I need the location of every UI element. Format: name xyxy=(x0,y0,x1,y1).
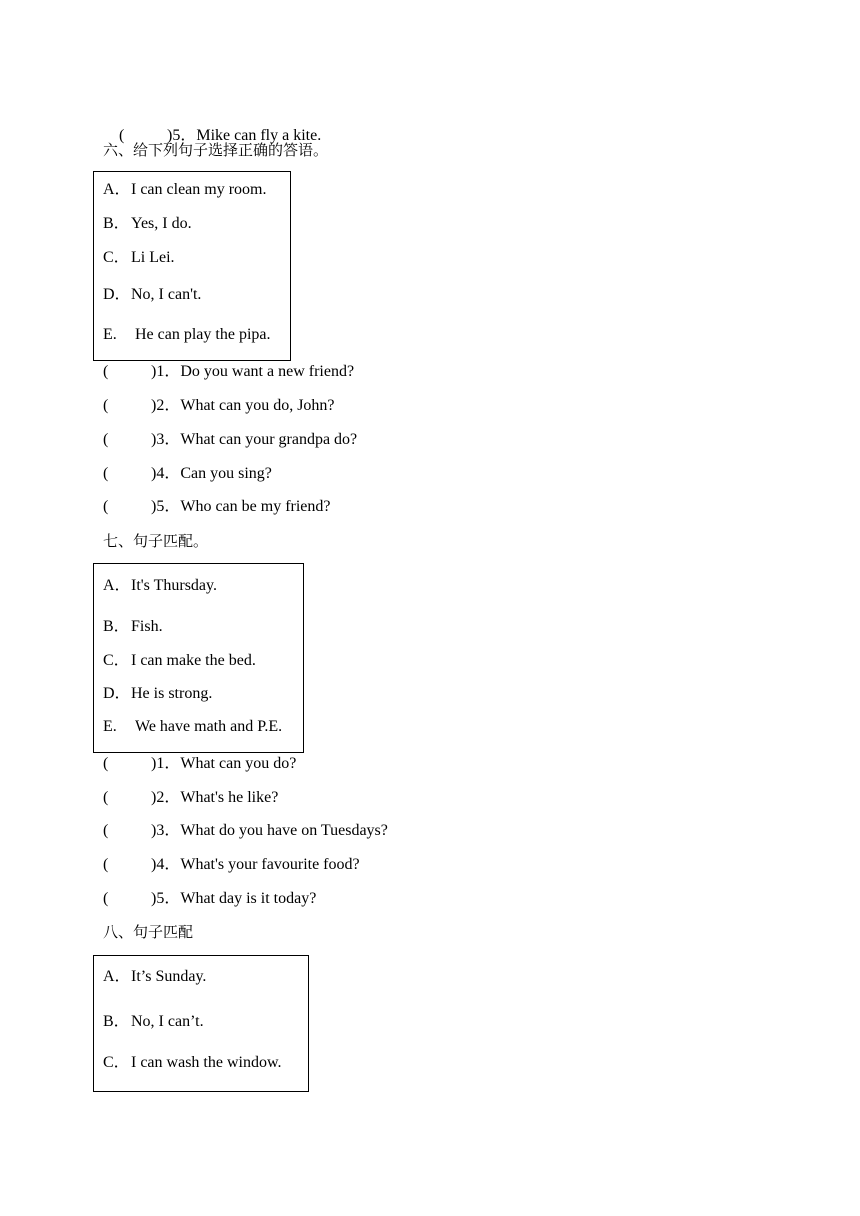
option-letter: B． xyxy=(103,215,130,232)
option-item xyxy=(103,248,175,268)
option-letter: C． xyxy=(103,249,130,266)
option-item xyxy=(103,1053,281,1073)
options-box xyxy=(93,171,291,361)
question-number: 1． xyxy=(156,755,181,772)
question-text: Mike can fly a kite. xyxy=(196,127,322,144)
question-text: What can you do? xyxy=(180,755,297,772)
option-text: I can wash the window. xyxy=(131,1054,282,1071)
answer-blank-close: ) xyxy=(151,431,157,448)
option-item xyxy=(103,214,192,234)
question-row xyxy=(103,464,272,484)
option-letter: A． xyxy=(103,968,131,985)
question-text: What day is it today? xyxy=(180,890,317,907)
answer-blank-close: ) xyxy=(151,498,157,515)
answer-blank-open: ( xyxy=(103,465,109,482)
option-item xyxy=(103,180,267,200)
option-letter: D． xyxy=(103,685,131,702)
question-number: 2． xyxy=(156,397,181,414)
option-text: I can clean my room. xyxy=(131,181,267,198)
options-box xyxy=(93,955,309,1092)
question-text: Do you want a new friend? xyxy=(180,363,355,380)
option-item xyxy=(103,651,256,671)
question-row xyxy=(103,396,335,416)
question-text: What's he like? xyxy=(180,789,279,806)
answer-blank-open: ( xyxy=(103,755,109,772)
question-number: 5． xyxy=(156,890,181,907)
option-text: Fish. xyxy=(131,618,163,635)
answer-blank-open: ( xyxy=(103,363,109,380)
answer-blank-close: ) xyxy=(151,465,157,482)
option-item xyxy=(103,684,212,704)
question-row xyxy=(103,430,357,450)
option-text: I can make the bed. xyxy=(131,652,256,669)
option-text: It's Thursday. xyxy=(131,577,217,594)
question-row xyxy=(103,362,354,382)
option-letter: D． xyxy=(103,286,131,303)
answer-blank-close: ) xyxy=(151,363,157,380)
option-item xyxy=(103,717,282,737)
question-number: 4． xyxy=(156,856,181,873)
option-text: Li Lei. xyxy=(131,249,175,266)
answer-blank-open: ( xyxy=(103,397,109,414)
answer-blank-close: ) xyxy=(151,822,157,839)
question-text: Who can be my friend? xyxy=(180,498,331,515)
question-text: What do you have on Tuesdays? xyxy=(180,822,388,839)
option-letter: A． xyxy=(103,577,131,594)
option-text: Yes, I do. xyxy=(131,215,192,232)
section-heading: 六、给下列句子选择正确的答语。 xyxy=(103,141,329,159)
options-box xyxy=(93,563,304,753)
question-number: 3． xyxy=(156,822,181,839)
option-item xyxy=(103,576,217,596)
option-letter: B． xyxy=(103,618,130,635)
option-item xyxy=(103,285,201,305)
question-number: 4． xyxy=(156,465,181,482)
answer-blank-close: ) xyxy=(151,789,157,806)
option-text: No, I can't. xyxy=(131,286,202,303)
option-item xyxy=(103,967,206,987)
option-text: He is strong. xyxy=(131,685,213,702)
question-number: 2． xyxy=(156,789,181,806)
option-text: He can play the pipa. xyxy=(135,326,271,343)
question-number: 5． xyxy=(156,498,181,515)
question-row xyxy=(103,754,296,774)
option-letter: B． xyxy=(103,1013,130,1030)
question-row xyxy=(103,855,360,875)
option-text: No, I can’t. xyxy=(131,1013,204,1030)
question-row xyxy=(103,889,316,909)
answer-blank-open: ( xyxy=(103,856,109,873)
answer-blank-close: ) xyxy=(151,856,157,873)
option-item xyxy=(103,1012,204,1032)
option-item xyxy=(103,325,271,345)
question-number: 1． xyxy=(156,363,181,380)
question-row xyxy=(103,788,278,808)
question-number: 3． xyxy=(156,431,181,448)
answer-blank-close: ) xyxy=(167,127,173,144)
question-row xyxy=(103,821,388,841)
question-text: What can you do, John? xyxy=(180,397,335,414)
section-heading: 七、句子匹配。 xyxy=(103,532,209,550)
question-text: What's your favourite food? xyxy=(180,856,360,873)
answer-blank-open: ( xyxy=(103,890,109,907)
option-text: We have math and P.E. xyxy=(135,718,283,735)
question-number: 5． xyxy=(172,127,197,144)
answer-blank-open: ( xyxy=(103,431,109,448)
answer-blank-open: ( xyxy=(119,127,125,144)
option-letter: C． xyxy=(103,652,130,669)
option-letter: E. xyxy=(103,326,117,343)
answer-blank-close: ) xyxy=(151,890,157,907)
answer-blank-close: ) xyxy=(151,755,157,772)
answer-blank-close: ) xyxy=(151,397,157,414)
question-text: Can you sing? xyxy=(180,465,272,482)
answer-blank-open: ( xyxy=(103,498,109,515)
section-heading: 八、句子匹配 xyxy=(103,923,194,941)
option-item xyxy=(103,617,163,637)
answer-blank-open: ( xyxy=(103,822,109,839)
option-text: It’s Sunday. xyxy=(131,968,207,985)
question-row xyxy=(103,497,331,517)
answer-blank-open: ( xyxy=(103,789,109,806)
option-letter: C． xyxy=(103,1054,130,1071)
question-text: What can your grandpa do? xyxy=(180,431,358,448)
option-letter: A． xyxy=(103,181,131,198)
option-letter: E. xyxy=(103,718,117,735)
